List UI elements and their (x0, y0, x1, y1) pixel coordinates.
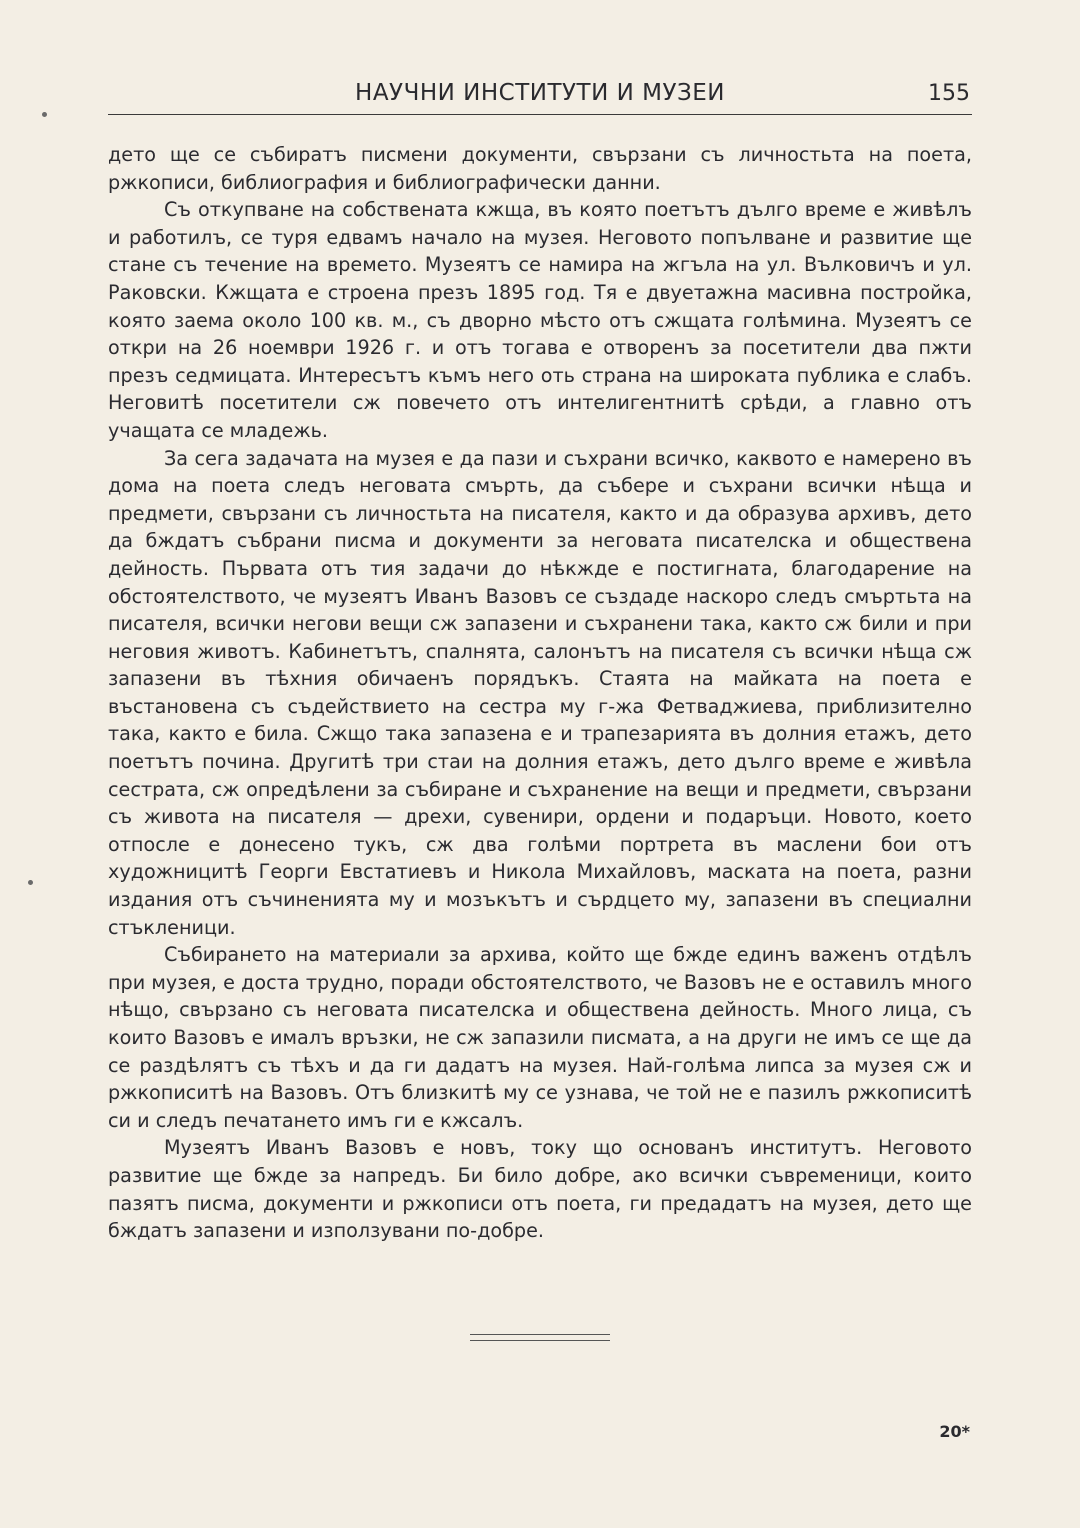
paragraph: дето ще се събиратъ писмени документи, свързани съ личностьта на поета, ржкописи, библиография и библиографически данни. (108, 143, 972, 194)
running-title: НАУЧНИ ИНСТИТУТИ И МУЗЕИ (355, 80, 725, 106)
body-text (108, 141, 972, 1245)
paragraph: Съ откупване на собствената кжща, въ която поетътъ дълго време е живѣлъ и работилъ, се туря едвамъ начало на музея. Неговото попълване и развитие ще стане съ течение на времето. Музеятъ се намира на жгъла на ул. Вълковичъ и ул. Раковски. Кжщата е строена презъ 1895 год. Тя е двуетажна масивна постройка, която заема около 100 кв. м., съ дворно мѣсто отъ сжщата голѣмина. Музеятъ се откри на 26 ноември 1926 г. и отъ тогава е отворенъ за посетители два пжти презъ седмицата. Интересътъ къмъ него оть страна на широката публика е слабъ. Неговитѣ посетители сж повечето отъ интелигентнитѣ срѣди, а главно отъ учащата се младежь. (108, 198, 972, 442)
section-divider (470, 1334, 610, 1341)
margin-dot (28, 880, 33, 885)
paragraph: За сега задачата на музея е да пази и съхрани всичко, каквото е намерено въ дома на поета следъ неговата смърть, да събере и съхрани всички нѣща и предмети, свързани съ личностьта на писателя, както и да образува архивъ, дето да бждатъ събрани писма и документи за неговата писателска и обществена дейность. Първата отъ тия задачи до нѣкжде е постигната, благодарение на обстоятелството, че музеятъ Иванъ Вазовъ се създаде наскоро следъ смъртьта на писателя, всички негови вещи сж запазени и съхранени така, както сж били и при неговия животъ. Кабинетътъ, спалнята, салонътъ на писателя съ всички нѣща сж запазени въ тѣхния обичаенъ порядъкъ. Стаята на майката на поета е въстановена съ съдействието на сестра му г-жа Фетваджиева, приблизително така, както е била. Сжщо така запазена е и трапезарията въ долния етажъ, дето поетътъ почина. Другитѣ три стаи на долния етажъ, дето дълго време е живѣла сестрата, сж опредѣлени за събиране и съхранение на вещи и предмети, свързани съ живота на писателя — дрехи, сувенири, ордени и подаръци. Новото, което отпосле е донесено тукъ, сж два голѣми портрета въ маслени бои отъ художницитѣ Георги Евстатиевъ и Никола Михайловъ, маската на поета, разни издания отъ съчиненията му и мозъкътъ и сърдцето му, запазени въ специални стъкленици. (108, 446, 972, 939)
signature-mark: 20* (939, 1422, 970, 1441)
paragraph: Събирането на материали за архива, който ще бжде единъ важенъ отдѣлъ при музея, е доста трудно, поради обстоятелството, че Вазовъ не е оставилъ много нѣщо, свързано съ неговата писателска и обществена дейность. Много лица, съ които Вазовъ е ималъ връзки, не сж запазили писмата, а на други не имъ се ще да се раздѣлятъ съ тѣхъ и да ги дадатъ на музея. Най-голѣма липса за музея сж и ржкописитѣ на Вазовъ. Отъ близкитѣ му се узнава, че той не е пазилъ ржкописитѣ си и следъ печатането имъ ги е кжсалъ. (108, 943, 972, 1132)
margin-dot (42, 112, 47, 117)
page-number: 155 (928, 81, 970, 106)
paragraph: Музеятъ Иванъ Вазовъ е новъ, току що основанъ институтъ. Неговото развитие ще бжде за напредъ. Би било добре, ако всички съвременици, които пазятъ писма, документи и ржкописи отъ поета, ги предадатъ на музея, дето ще бждатъ запазени и използувани по-добре. (108, 1136, 972, 1243)
page-header (108, 80, 972, 115)
